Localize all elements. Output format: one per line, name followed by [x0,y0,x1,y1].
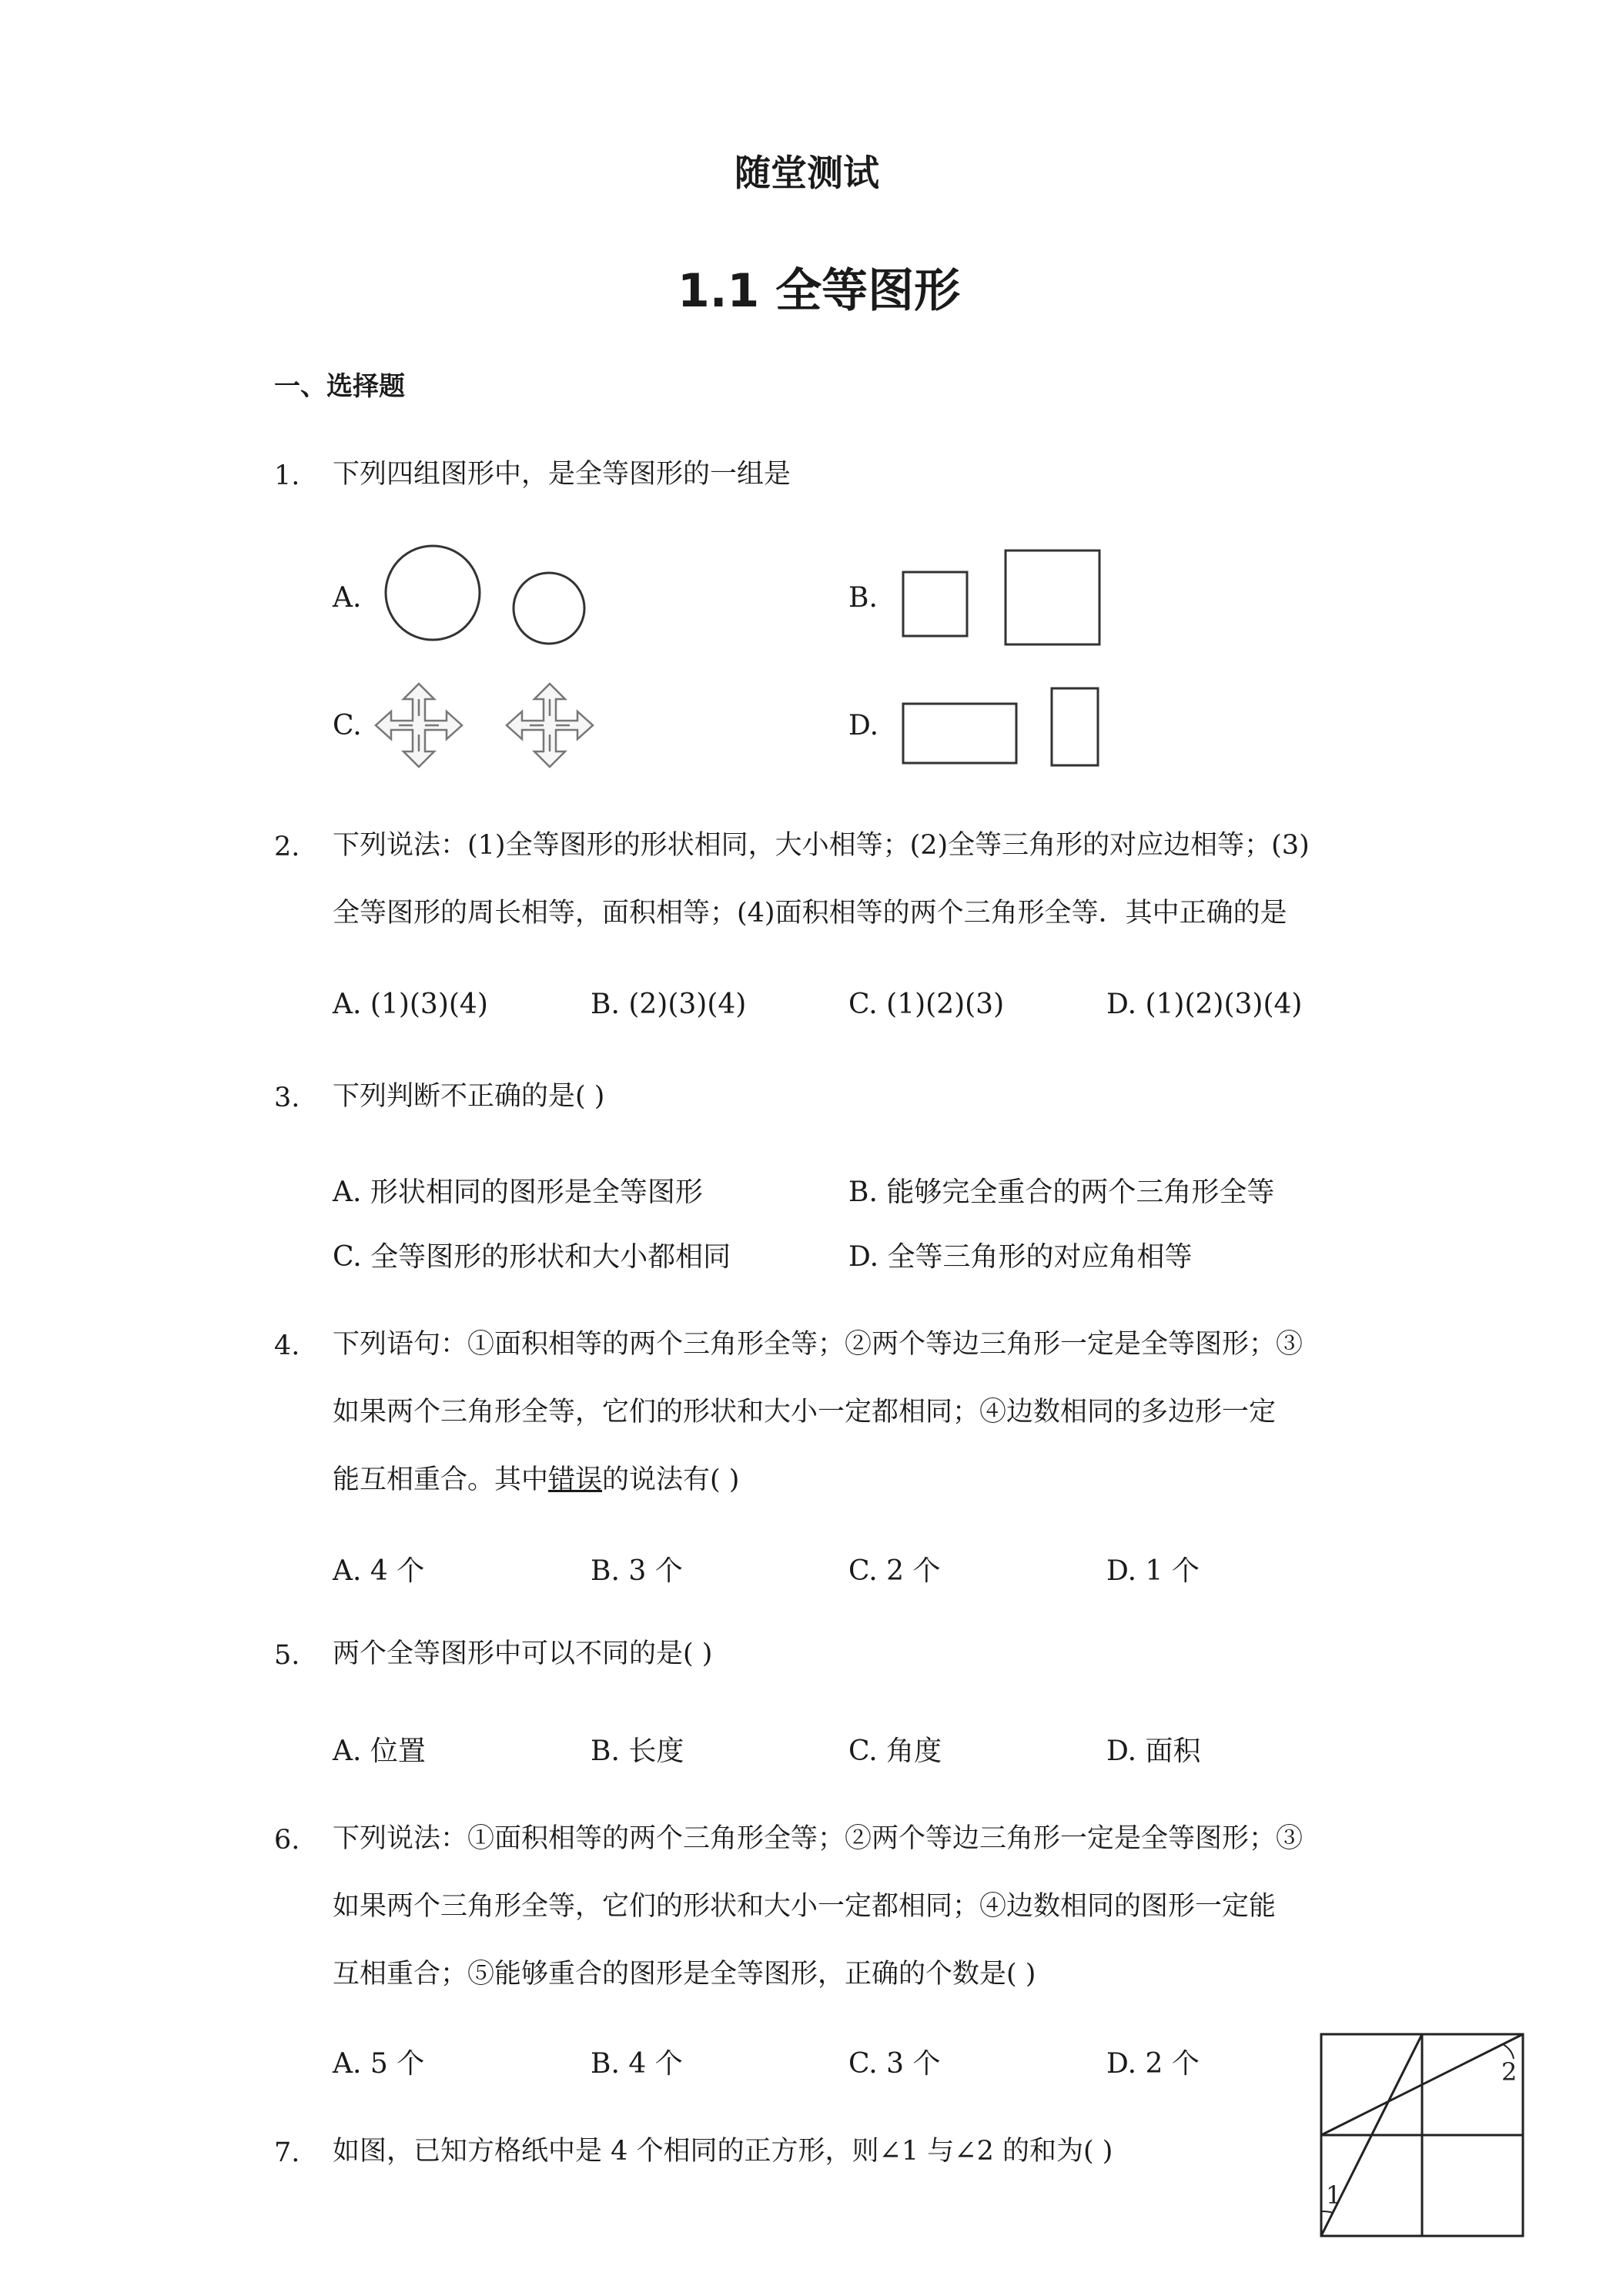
question-number: 2. [274,832,300,862]
option-c: C. 角度 [848,1735,942,1767]
option-d: D. 面积 [1106,1735,1201,1767]
large-square [1006,551,1099,644]
option-b: B. 4 个 [591,2048,683,2080]
option-c-figure-arrows [377,682,601,768]
question-text-line-1: 下列说法：①面积相等的两个三角形全等；②两个等边三角形一定是全等图形；③ [333,1823,1303,1854]
question-text: 下列判断不正确的是( ) [333,1081,605,1112]
option-a: A. 形状相同的图形是全等图形 [333,1176,703,1208]
question-text-line-2: 如果两个三角形全等，它们的形状和大小一定都相同；④边数相同的图形一定能 [333,1891,1277,1922]
text-segment: 的说法有( ) [602,1464,740,1495]
question-text-line-1: 下列说法：(1)全等图形的形状相同，大小相等；(2)全等三角形的对应边相等；(3) [333,830,1310,861]
option-b: B. 3 个 [591,1555,683,1587]
option-c: C. 全等图形的形状和大小都相同 [333,1241,731,1273]
option-c: C. 2 个 [848,1555,941,1587]
page-title: 随堂测试 [735,152,879,195]
question-text-line-3 [333,1446,739,1514]
four-way-arrow-icon [376,684,462,767]
section-heading: 一、选择题 [274,371,405,402]
angle-1-label: 1 [1326,2181,1342,2210]
option-a-label: A. [333,582,362,614]
option-a: A. 4 个 [333,1555,425,1587]
question-number: 4. [274,1330,300,1361]
vertical-rectangle [1052,688,1098,765]
question-number: 3. [274,1083,300,1113]
option-d: D. 全等三角形的对应角相等 [848,1241,1193,1273]
option-d-label: D. [848,710,879,741]
question-text-line-2: 如果两个三角形全等，它们的形状和大小一定都相同；④边数相同的多边形一定 [333,1397,1277,1427]
option-a: A. 5 个 [333,2048,425,2080]
horizontal-rectangle [903,704,1016,763]
underlined-word: 错误 [548,1464,603,1495]
question-number: 6. [274,1825,300,1856]
small-circle [514,573,584,644]
option-c-label: C. [333,710,362,741]
question-text: 下列四组图形中，是全等图形的一组是 [333,459,791,490]
question-text-line-1: 下列语句：①面积相等的两个三角形全等；②两个等边三角形一定是全等图形；③ [333,1329,1303,1360]
small-square [903,572,967,636]
question-text-line-2: 全等图形的周长相等，面积相等；(4)面积相等的两个三角形全等．其中正确的是 [333,898,1287,929]
page-subtitle: 1.1 全等图形 [678,264,961,318]
question-number: 7. [274,2137,300,2168]
option-b: B. (2)(3)(4) [591,989,747,1020]
question-number: 5. [274,1640,300,1671]
question-text: 如图，已知方格纸中是 4 个相同的正方形，则∠1 与∠2 的和为( ) [333,2136,1113,2167]
option-b-figure-squares [893,544,1109,651]
question-text: 两个全等图形中可以不同的是( ) [333,1638,713,1669]
grid-figure [1320,2033,1528,2241]
option-d-figure-rectangles [893,681,1109,773]
option-d: D. 1 个 [1106,1555,1200,1587]
option-c: C. (1)(2)(3) [848,989,1005,1020]
text-segment: 能互相重合。其中 [333,1464,549,1495]
option-a: A. 位置 [333,1735,426,1767]
four-way-arrow-icon [507,684,593,767]
option-d: D. 2 个 [1106,2048,1200,2080]
large-circle [386,546,480,640]
option-a-figure-circles [377,544,608,651]
angle-1-arc [1321,2211,1333,2213]
option-d: D. (1)(2)(3)(4) [1106,989,1303,1020]
option-b: B. 长度 [591,1735,684,1767]
option-b: B. 能够完全重合的两个三角形全等 [848,1176,1275,1208]
question-text-line-3: 互相重合；⑤能够重合的图形是全等图形，正确的个数是( ) [333,1959,1036,1990]
angle-2-label: 2 [1501,2057,1518,2087]
option-c: C. 3 个 [848,2048,941,2080]
option-b-label: B. [848,582,878,614]
question-number: 1. [274,460,300,491]
option-a: A. (1)(3)(4) [333,989,488,1020]
